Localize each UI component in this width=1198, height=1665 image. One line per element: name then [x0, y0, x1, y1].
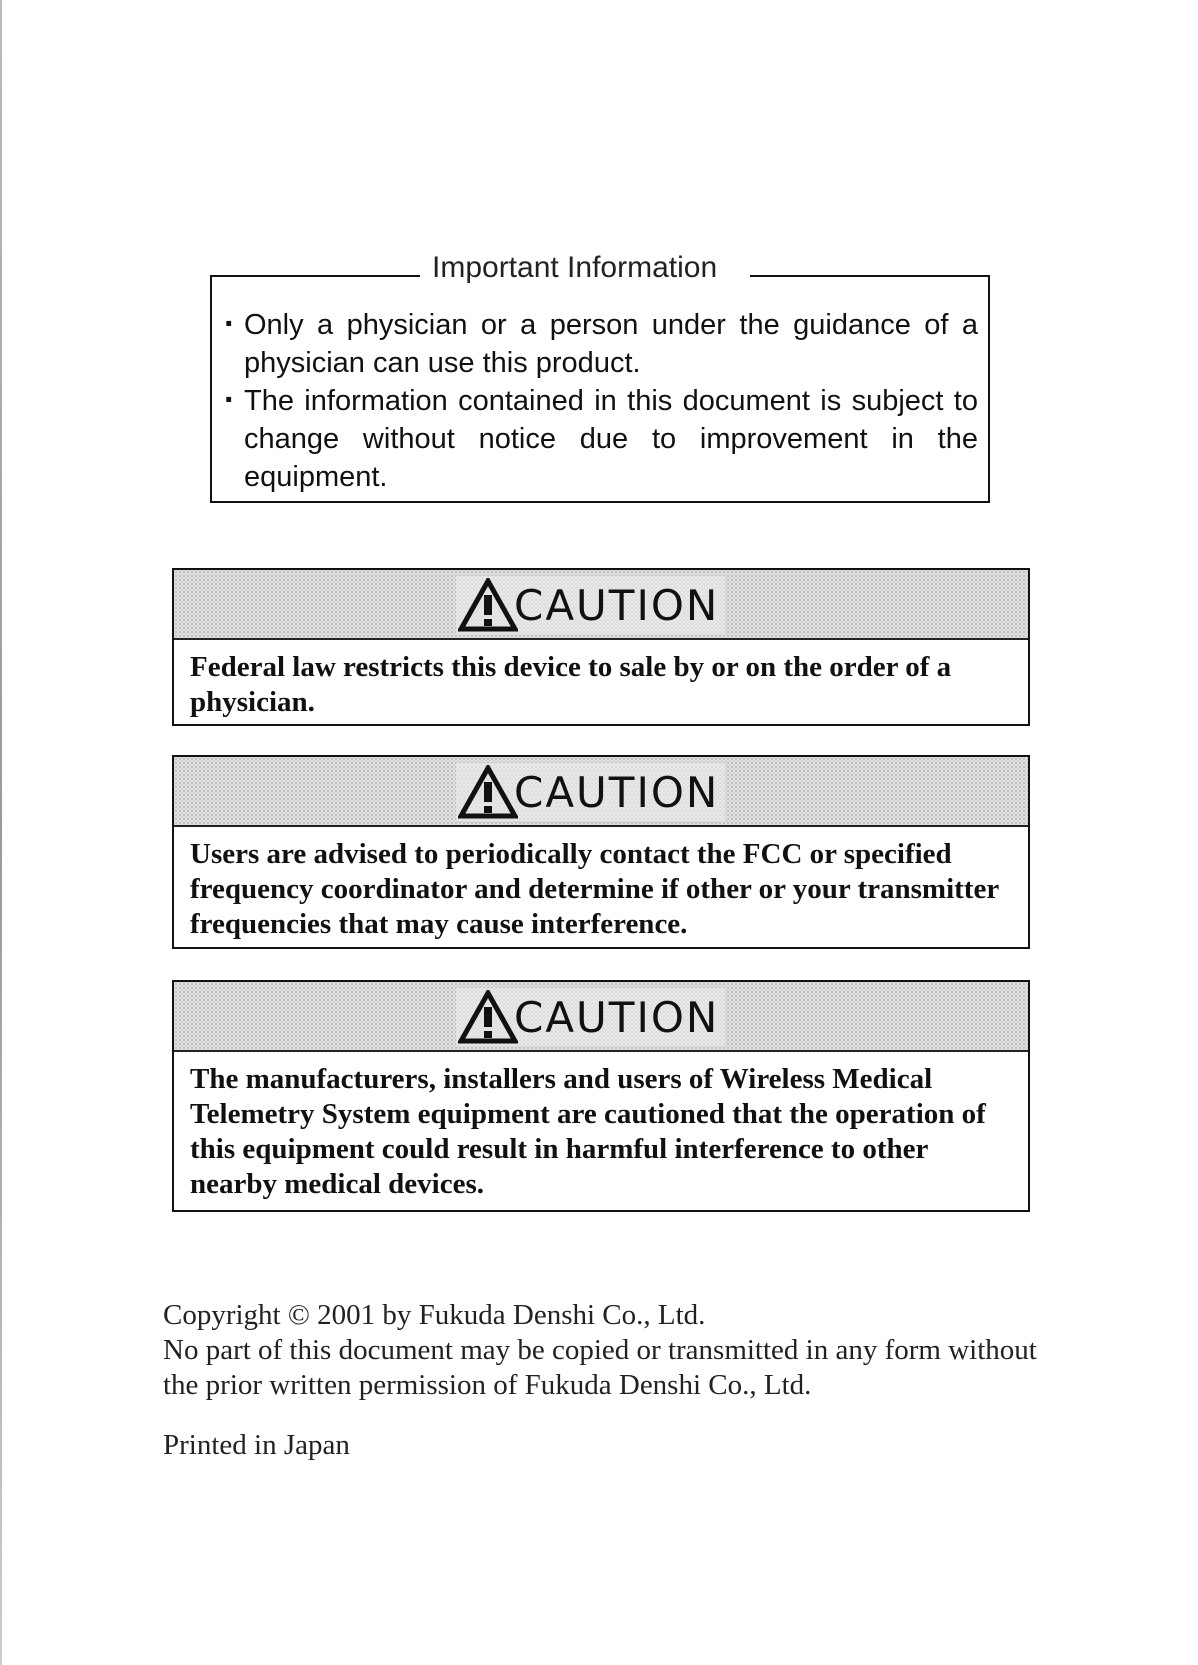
caution-box-fcc	[172, 755, 1030, 949]
caution-label: CAUTION	[514, 992, 720, 1042]
warning-triangle-icon	[458, 990, 518, 1044]
caution-title	[456, 576, 725, 634]
caution-text: Users are advised to periodically contact the FCC or specified frequency coordinator and determine if other or your transmitter frequencies that may cause interference.	[190, 838, 999, 940]
caution-box-sale-restriction	[172, 568, 1030, 726]
scan-edge	[0, 0, 2, 1665]
caution-title	[456, 988, 725, 1046]
copyright-block	[163, 1298, 1063, 1403]
printed-in: Printed in Japan	[163, 1429, 350, 1461]
warning-triangle-icon	[458, 765, 518, 819]
caution-text: The manufacturers, installers and users of Wireless Medical Telemetry System equipment are cautioned that the operation of this equipment could result in harmful interference to other nearby medical devices.	[190, 1063, 986, 1200]
info-item: · Only a physician or a person under the guidance of a physician can use this product.	[226, 306, 978, 382]
warning-triangle-icon	[458, 578, 518, 632]
caution-header	[174, 570, 1028, 640]
caution-label: CAUTION	[514, 767, 720, 817]
caution-text: Federal law restricts this device to sale by or on the order of a physician.	[190, 651, 952, 718]
caution-header	[174, 757, 1028, 827]
caution-title	[456, 763, 725, 821]
copyright-notice: No part of this document may be copied or transmitted in any form without the prior written permission of Fukuda Denshi Co., Ltd.	[163, 1334, 1037, 1401]
caution-box-interference	[172, 980, 1030, 1212]
copyright-line: Copyright © 2001 by Fukuda Denshi Co., Ltd.	[163, 1299, 706, 1331]
info-item: · The information contained in this document is subject to change without notice due to improvement in the equipment.	[226, 382, 978, 496]
caution-header	[174, 982, 1028, 1052]
important-information-title: Important Information	[420, 250, 729, 286]
caution-label: CAUTION	[514, 580, 720, 630]
important-information-list	[226, 306, 978, 496]
